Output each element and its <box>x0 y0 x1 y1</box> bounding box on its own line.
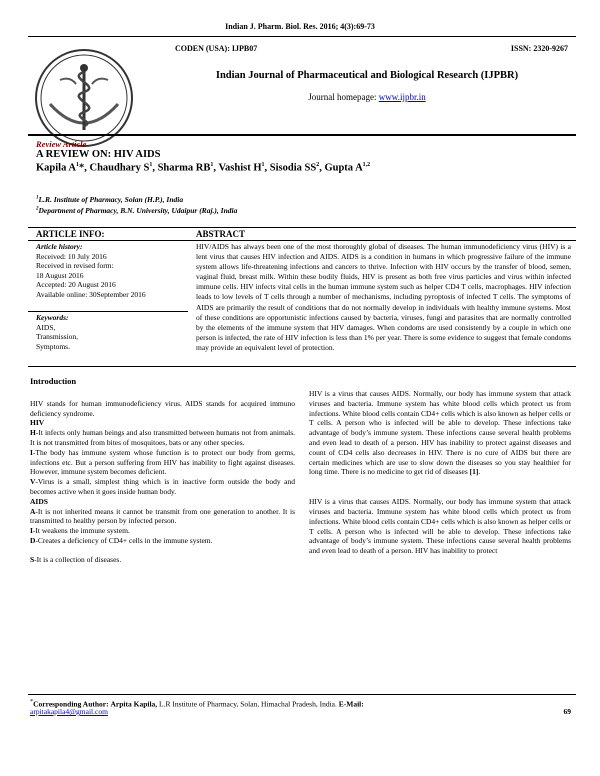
journal-name: Indian Journal of Pharmaceutical and Biological Research (IJPBR) <box>215 70 519 81</box>
aids-item-i: I-It weakens the immune system. <box>30 526 130 536</box>
affiliation-2: $^2$Department of Pharmacy, B.N. University, Udaipur (Raj.), India <box>36 206 238 215</box>
aids-item-a: A-It is not inherited means it cannot be transmit from one generation to another. It is transmitted to healthy person by infected person. <box>30 506 295 526</box>
keywords-block <box>36 313 190 351</box>
right-paragraph-1: HIV is a virus that causes AIDS. Normally, our body has immune system that attack viruses and bacteria. Immune system has white blood cells which protect us from infections. White blood cells contain CD4+ cells which is also known as helper cells or T cells. A person who is infected will be able to develop. These infections take advantage of body’s immune system. These infections cause several health problems and even lead to death of a person. HIV has inability to protect against diseases and count of CD4 cells also decreases in HIV. There is no cure of AIDS but there are certain medicines which are use to slow down the diseases so you stay healthier for long time. There is no medicine to get rid of diseases [1]. <box>309 389 571 477</box>
intro-heading: Introduction <box>30 376 77 386</box>
hiv-heading: HIV <box>30 418 45 428</box>
footer-rule <box>28 694 576 695</box>
hiv-item-i: I-The body has immune system whose function is to protect our body from germs, infections etc. But a person suffering from HIV has inability to fight against diseases. However, immune system becomes deficient. <box>30 447 295 477</box>
citation-ref: [1] <box>469 467 479 477</box>
header-rule <box>28 36 576 37</box>
author-name: Chaudhary S <box>89 162 150 174</box>
history-revised-date: 18 August 2016 <box>36 270 84 280</box>
corr-name: Arpita Kapila, <box>110 699 158 709</box>
info-mid-rule <box>28 240 576 241</box>
aids-item-s: S-It is a collection of diseases. <box>30 554 122 564</box>
body-right-column <box>309 389 571 556</box>
keywords-rule <box>28 311 188 312</box>
history-accepted: Accepted: 20 August 2016 <box>36 280 116 289</box>
author-name: Vashist H <box>218 162 262 174</box>
body-left-column <box>30 377 295 565</box>
abstract-bottom-rule <box>28 366 576 367</box>
homepage-label: Journal homepage: <box>308 92 377 102</box>
issn: ISSN: 2320-9267 <box>510 44 568 53</box>
keyword: Transmission, <box>36 332 79 341</box>
homepage-link[interactable]: www.ijpbr.in <box>378 92 426 102</box>
author-name: Sisodia SS <box>269 162 317 174</box>
hiv-item-h: H-It infects only human beings and also transmitted between humans not from animals. It is not transmitted from bites of mosquitoes, bats or any other species. <box>30 428 295 447</box>
author-name: Gupta A <box>324 162 363 174</box>
journal-homepage <box>142 92 592 102</box>
history-received: Received: 10 July 2016 <box>36 251 107 261</box>
article-type: Review Article <box>36 139 87 149</box>
aids-item-d: D-Creates a deficiency of CD4+ cells in the immune system. <box>30 535 213 545</box>
history-label: Article history: <box>36 242 83 251</box>
article-info-heading: ARTICLE INFO: <box>36 229 105 239</box>
affiliation-1: $^1$L.R. Institute of Pharmacy, Solan (H.P.), India <box>36 195 184 204</box>
history-revised: Received in revised form: <box>36 261 114 270</box>
article-title: A REVIEW ON: HIV AIDS <box>36 149 161 160</box>
email-link[interactable]: arpitakapila4@gmail.com <box>30 707 108 716</box>
email-label: E-Mail: <box>338 699 364 709</box>
coden: CODEN (USA): IJPB07 <box>175 44 258 53</box>
author-name: Kapila A <box>36 162 76 174</box>
corr-label: Corresponding Author: <box>33 699 109 709</box>
keywords-label: Keywords: <box>36 313 69 322</box>
article-history <box>36 242 190 299</box>
abstract-heading: ABSTRACT <box>196 229 246 239</box>
author-name: Sharma RB <box>157 162 211 174</box>
corresponding-author: *Corresponding Author: Arpita Kapila, L.R Institute of Pharmacy, Solan, Himachal Pradesh, India. E-Mail: <box>30 698 364 709</box>
title-rule <box>28 134 576 136</box>
keyword: AIDS, <box>36 322 56 332</box>
right-paragraph-2: HIV is a virus that causes AIDS. Normally, our body has immune system that attack viruses and bacteria. Immune system has white blood cells which protect us from infections. White blood cells contain CD4+ cells which is also known as helper cells or T cells. A person who is infected will be able to develop. These infections take advantage of body’s immune system. These infections cause several health problems and even lead to death of a person. HIV has inability to protect <box>309 497 571 556</box>
journal-citation: Indian J. Pharm. Biol. Res. 2016; 4(3):69-73 <box>225 22 375 31</box>
intro-text: HIV stands for human immunodeficiency virus. AIDS stands for acquired immuno deficiency syndrome. <box>30 398 295 418</box>
aids-heading: AIDS <box>30 496 48 506</box>
hiv-item-v: V-Virus is a small, simplest thing which is in inactive form outside the body and becomes active when it goes inside human body. <box>30 477 295 496</box>
author-list: Kapila $A^1*$, Chaudhary $S^1$, Sharma $RB^1$, Vashist $H^1$, Sisodia $SS^2$, Gupta A$^{1,2}$ <box>36 162 371 174</box>
page-number: 69 <box>563 707 571 716</box>
footer-email-row <box>30 707 571 717</box>
codes-line <box>175 44 580 53</box>
keyword: Symptoms. <box>36 341 70 351</box>
history-online: Available online: 30September 2016 <box>36 289 146 299</box>
abstract-text: HIV/AIDS has always been one of the most thoroughly global of diseases. The human immunodeficiency virus (HIV) is a lent virus that causes HIV infection and AIDS. AIDS is a condition in humans in which progressive failure of the immune system allows life-threatening infections and cancers to thrive. Infection with HIV occurs by the transfer of blood, semen, vaginal fluid, breast milk. Within these bodily fluids, HIV is present as both free virus particles and virus within infected immune cells. HIV infects vital cells in the human immune system such as helper CD4 T cells, macrophages. HIV infection leads to low levels of T cells through a number of mechanisms, including pyroptosis of infected T cells. The symptoms of AIDS are primarily the result of conditions that do not normally develop in individuals with healthy immune systems. Most of these conditions are opportunistic infections caused by bacteria, viruses, fungi and parasites that are normally controlled by the elements of the immune system that HIV damages. When condoms are used consistently by a couple in which one person is infected, the rate of HIV infection is less than 1% per year. There is some evidence to suggest that female condoms may provide an equivalent level of protection. <box>196 242 571 352</box>
corr-address: L.R Institute of Pharmacy, Solan, Himachal Pradesh, India. <box>159 699 337 709</box>
info-top-rule <box>28 227 576 228</box>
